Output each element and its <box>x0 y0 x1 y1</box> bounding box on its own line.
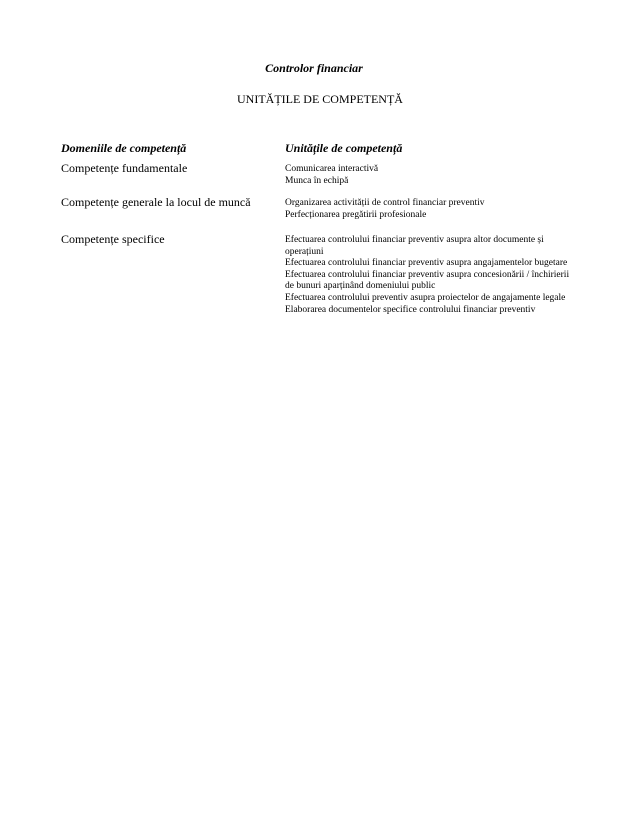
competence-unit: Munca în echipă <box>285 175 349 186</box>
document-title <box>0 61 628 76</box>
column-header-domains: Domeniile de competență <box>61 141 187 155</box>
competence-unit: Efectuarea controlului financiar preventiv asupra angajamentelor bugetare <box>285 258 568 269</box>
competence-domain: Competențe specifice <box>61 232 165 246</box>
competence-units-list <box>285 164 575 187</box>
competence-unit: Efectuarea controlului financiar preventiv asupra concesionării / închirierii de bunuri aparținând domeniului public <box>285 269 570 292</box>
competence-unit: Efectuarea controlului preventiv asupra proiectelor de angajamente legale <box>285 292 566 303</box>
competence-unit: Elaborarea documentelor specifice controlului financiar preventiv <box>285 304 536 315</box>
competence-unit: Organizarea activității de control financiar preventiv <box>285 198 485 208</box>
competence-unit: Efectuarea controlului financiar preventiv asupra altor documente și operațiuni <box>285 235 544 257</box>
competence-units-list <box>285 198 575 221</box>
document-title-text: Controlor financiar <box>265 61 363 75</box>
competence-units-list <box>285 235 575 316</box>
column-header-units: Unitățile de competență <box>285 141 403 155</box>
competence-domain: Competențe fundamentale <box>61 161 188 175</box>
competence-unit: Comunicarea interactivă <box>285 164 379 174</box>
document-subtitle: UNITĂȚILE DE COMPETENȚĂ <box>237 92 403 106</box>
competence-unit: Perfecționarea pregătirii profesionale <box>285 209 427 220</box>
competence-domain: Competențe generale la locul de muncă <box>61 195 251 209</box>
